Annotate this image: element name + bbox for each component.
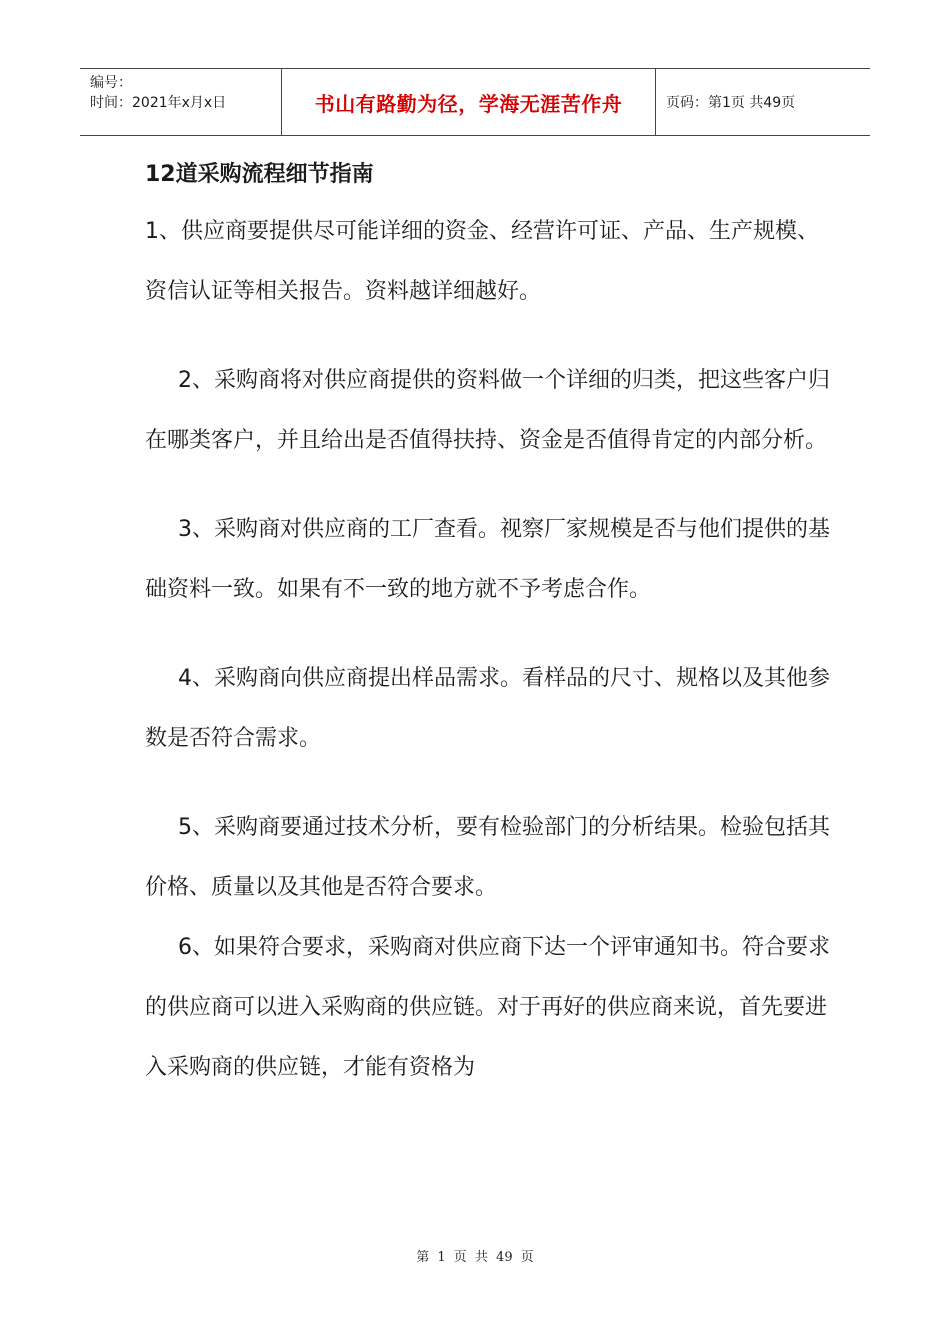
paragraph-4: 4、采购商向供应商提出样品需求。看样品的尺寸、规格以及其他参数是否符合需求。 — [145, 666, 830, 751]
header-motto-cell — [282, 69, 656, 135]
document-title: 12道采购流程细节指南 — [145, 162, 374, 187]
header-page-cell — [656, 69, 870, 135]
paragraph-1: 1、供应商要提供尽可能详细的资金、经营许可证、产品、生产规模、资信认证等相关报告。资料越详细越好。 — [145, 219, 819, 304]
page-footer — [0, 1246, 950, 1265]
page-info: 页码：第1页 共49页 — [666, 95, 796, 111]
header-meta-cell — [80, 69, 282, 135]
paragraph-6: 6、如果符合要求，采购商对供应商下达一个评审通知书。符合要求的供应商可以进入采购商的供应链。对于再好的供应商来说，首先要进入采购商的供应链，才能有资格为 — [145, 935, 830, 1080]
paragraph-2: 2、采购商将对供应商提供的资料做一个详细的归类，把这些客户归在哪类客户，并且给出是否值得扶持、资金是否值得肯定的内部分析。 — [145, 368, 830, 453]
footer-page-number: 第 1 页 共 49 页 — [416, 1250, 534, 1265]
motto-text: 书山有路勤为径，学海无涯苦作舟 — [314, 91, 623, 116]
paragraph-5: 5、采购商要通过技术分析，要有检验部门的分析结果。检验包括其价格、质量以及其他是否符合要求。 — [145, 815, 830, 900]
time-label: 时间：2021年x月x日 — [90, 95, 227, 111]
document-body — [145, 150, 835, 1098]
paragraph-3: 3、采购商对供应商的工厂查看。视察厂家规模是否与他们提供的基础资料一致。如果有不一致的地方就不予考虑合作。 — [145, 517, 830, 602]
number-label: 编号： — [90, 75, 132, 91]
document-header — [80, 68, 870, 136]
